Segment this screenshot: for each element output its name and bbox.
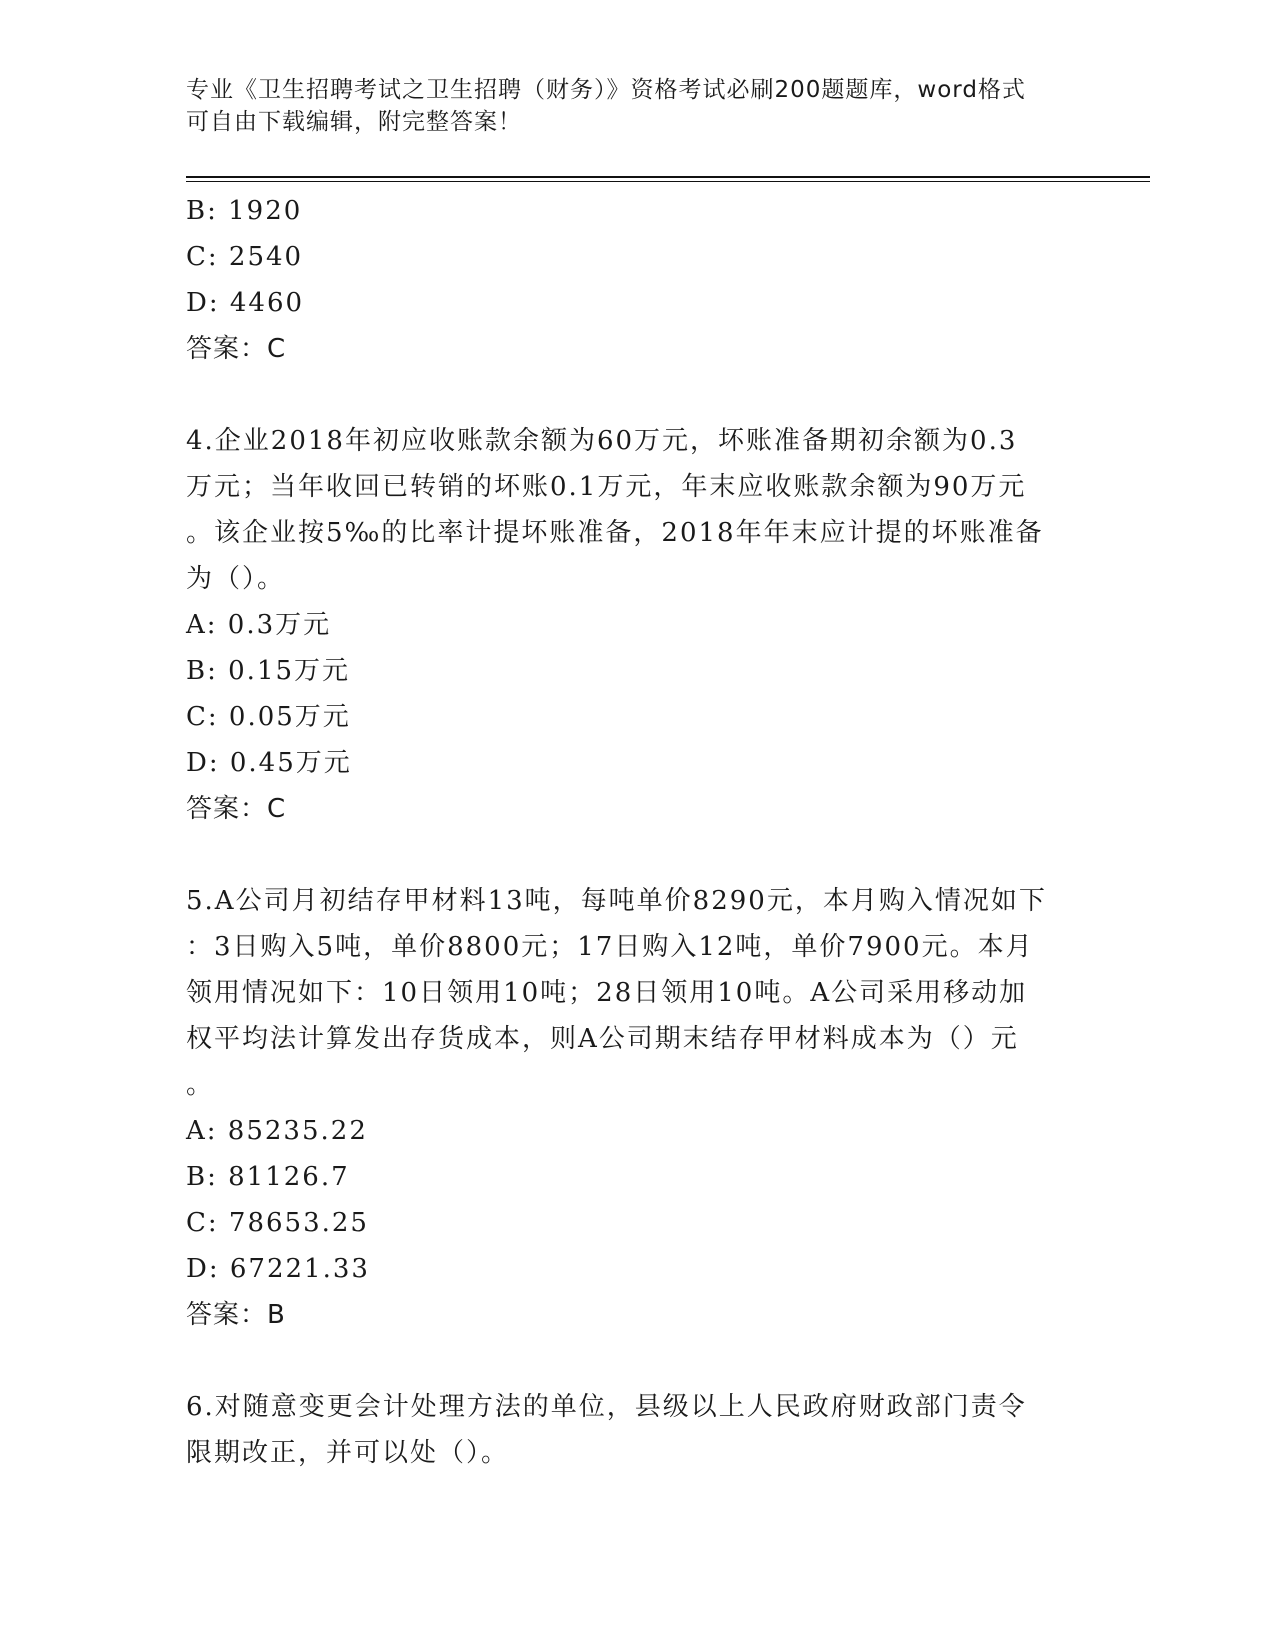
option-a: A: 0.3万元	[186, 610, 332, 640]
question-4	[186, 418, 1086, 832]
answer: 答案：B	[186, 1300, 286, 1330]
question-stem-line: ：3日购入5吨，单价8800元；17日购入12吨，单价7900元。本月	[186, 932, 1034, 962]
question-stem-line: 万元；当年收回已转销的坏账0.1万元，年末应收账款余额为90万元	[186, 472, 1027, 502]
option-b: B: 0.15万元	[186, 656, 351, 686]
question-stem-line: 6.对随意变更会计处理方法的单位，县级以上人民政府财政部门责令	[186, 1392, 1027, 1422]
option-b: B: 81126.7	[186, 1162, 350, 1192]
question-stem-line: 。该企业按5‰的比率计提坏账准备，2018年年末应计提的坏账准备	[186, 518, 1044, 548]
question-5	[186, 878, 1086, 1338]
header-line-1: 专业《卫生招聘考试之卫生招聘（财务）》资格考试必刷200题题库，word格式	[186, 77, 1026, 103]
page-header	[186, 74, 1066, 138]
question-stem-line: 4.企业2018年初应收账款余额为60万元，坏账准备期初余额为0.3	[186, 426, 1018, 456]
question-6	[186, 1384, 1086, 1476]
question-stem-line: 权平均法计算发出存货成本，则A公司期末结存甲材料成本为（）元	[186, 1024, 1019, 1054]
header-rule-thick	[186, 176, 1150, 178]
option-c: C: 2540	[186, 242, 304, 272]
option-d: D: 0.45万元	[186, 748, 352, 778]
question-stem-line: 领用情况如下：10日领用10吨；28日领用10吨。A公司采用移动加	[186, 978, 1028, 1008]
option-d: D: 4460	[186, 288, 305, 318]
option-d: D: 67221.33	[186, 1254, 370, 1284]
question-3-tail	[186, 188, 1086, 372]
header-line-2: 可自由下载编辑，附完整答案！	[186, 109, 522, 135]
question-stem-line: 。	[186, 1070, 215, 1100]
question-stem-line: 为（）。	[186, 564, 286, 594]
option-b: B: 1920	[186, 196, 303, 226]
header-rule-thin	[186, 181, 1150, 182]
option-a: A: 85235.22	[186, 1116, 368, 1146]
question-stem-line: 5.A公司月初结存甲材料13吨，每吨单价8290元，本月购入情况如下	[186, 886, 1047, 916]
answer: 答案：C	[186, 334, 287, 364]
option-c: C: 0.05万元	[186, 702, 351, 732]
option-c: C: 78653.25	[186, 1208, 369, 1238]
question-stem-line: 限期改正，并可以处（）。	[186, 1438, 510, 1468]
answer: 答案：C	[186, 794, 287, 824]
document-body	[186, 188, 1086, 1476]
